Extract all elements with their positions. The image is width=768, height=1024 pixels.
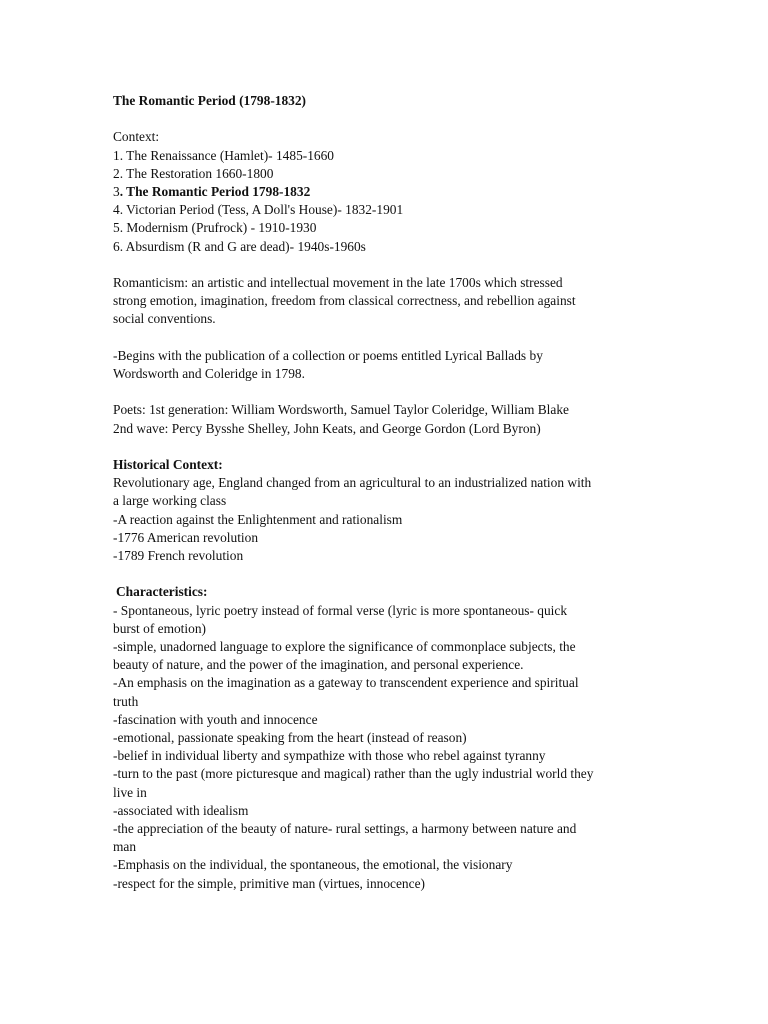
context-label: Context: bbox=[113, 129, 160, 145]
paragraph-line: -1776 American revolution bbox=[113, 529, 259, 545]
paragraph-line: Poets: 1st generation: William Wordsworth, Samuel Taylor Coleridge, William Blake bbox=[113, 402, 569, 418]
paragraph-line: beauty of nature, and the power of the imagination, and personal experience. bbox=[113, 657, 524, 673]
paragraph-line: -simple, unadorned language to explore the significance of commonplace subjects, the bbox=[113, 639, 576, 654]
spacer bbox=[113, 565, 708, 583]
paragraph-line: -emotional, passionate speaking from the heart (instead of reason) bbox=[113, 730, 467, 746]
paragraph-line: Wordsworth and Coleridge in 1798. bbox=[113, 366, 305, 381]
section-heading: Historical Context: bbox=[113, 456, 223, 472]
paragraph-line: strong emotion, imagination, freedom from classical correctness, and rebellion against bbox=[113, 293, 576, 309]
spacer bbox=[113, 383, 708, 401]
paragraph-line: truth bbox=[113, 693, 139, 709]
paragraph-line: -Emphasis on the individual, the spontaneous, the emotional, the visionary bbox=[113, 857, 513, 873]
context-item: 5. Modernism (Prufrock) - 1910-1930 bbox=[113, 220, 317, 236]
poets-paragraph bbox=[113, 401, 708, 437]
spacer bbox=[113, 110, 708, 128]
paragraph-line: man bbox=[113, 839, 137, 855]
paragraph-line: - Spontaneous, lyric poetry instead of formal verse (lyric is more spontaneous- quick bbox=[113, 602, 568, 618]
paragraph-line: a large working class bbox=[113, 493, 227, 509]
paragraph-line: -1789 French revolution bbox=[113, 548, 244, 563]
characteristics-section bbox=[113, 583, 708, 892]
context-item: 1. The Renaissance (Hamlet)- 1485-1660 bbox=[113, 147, 335, 163]
paragraph-line: -An emphasis on the imagination as a gateway to transcendent experience and spiritual bbox=[113, 675, 579, 691]
begins-paragraph bbox=[113, 347, 708, 383]
historical-context-section bbox=[113, 456, 708, 565]
paragraph-line: -A reaction against the Enlightenment and rationalism bbox=[113, 511, 403, 527]
spacer bbox=[113, 438, 708, 456]
context-item-number: 3 bbox=[113, 184, 120, 199]
paragraph-line: -the appreciation of the beauty of nature- rural settings, a harmony between nature and bbox=[113, 821, 577, 837]
paragraph-line: -respect for the simple, primitive man (virtues, innocence) bbox=[113, 875, 425, 891]
paragraph-line: live in bbox=[113, 784, 147, 800]
paragraph-line: social conventions. bbox=[113, 311, 216, 327]
context-item-highlighted bbox=[113, 183, 708, 201]
paragraph-line: Revolutionary age, England changed from an agricultural to an industrialized nation with bbox=[113, 475, 592, 491]
spacer bbox=[113, 256, 708, 274]
context-section bbox=[113, 128, 708, 255]
context-item: 2. The Restoration 1660-1800 bbox=[113, 165, 274, 181]
context-item: 4. Victorian Period (Tess, A Doll's House)- 1832-1901 bbox=[113, 202, 404, 218]
definition-paragraph bbox=[113, 274, 708, 329]
section-heading: Characteristics: bbox=[116, 584, 208, 600]
paragraph-line: Romanticism: an artistic and intellectual movement in the late 1700s which stressed bbox=[113, 275, 563, 290]
document-title: The Romantic Period (1798-1832) bbox=[113, 93, 307, 108]
paragraph-line: burst of emotion) bbox=[113, 620, 206, 636]
context-item: 6. Absurdism (R and G are dead)- 1940s-1960s bbox=[113, 238, 366, 254]
paragraph-line: -Begins with the publication of a collection or poems entitled Lyrical Ballads by bbox=[113, 347, 543, 363]
context-item-bold-text: . The Romantic Period 1798-1832 bbox=[119, 184, 311, 199]
paragraph-line: 2nd wave: Percy Bysshe Shelley, John Keats, and George Gordon (Lord Byron) bbox=[113, 420, 541, 436]
paragraph-line: -associated with idealism bbox=[113, 802, 249, 818]
spacer bbox=[113, 329, 708, 347]
paragraph-line: -belief in individual liberty and sympathize with those who rebel against tyranny bbox=[113, 748, 546, 764]
paragraph-line: -turn to the past (more picturesque and magical) rather than the ugly industrial world they bbox=[113, 766, 594, 782]
paragraph-line: -fascination with youth and innocence bbox=[113, 711, 318, 727]
